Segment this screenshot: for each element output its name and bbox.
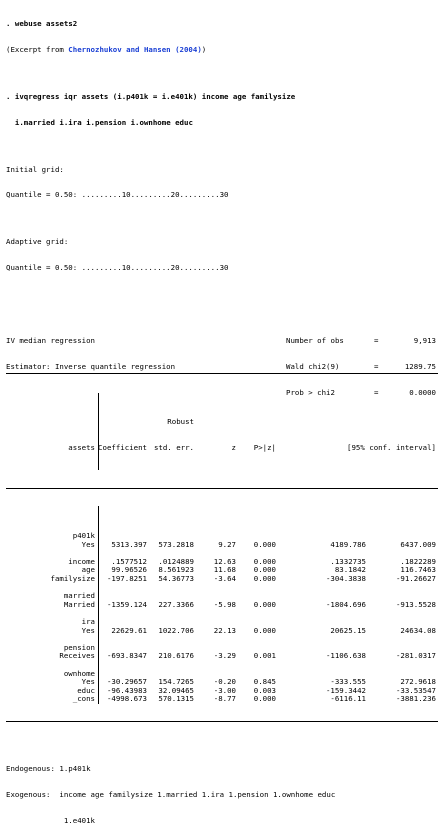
cell-z: -0.20 bbox=[213, 677, 236, 687]
cell-name: educ bbox=[77, 685, 95, 695]
cell-hi: -281.0317 bbox=[395, 651, 436, 661]
cell-se: 154.7265 bbox=[158, 677, 194, 687]
cell-name: Yes bbox=[81, 677, 95, 687]
cell-p: 0.000 bbox=[253, 625, 276, 635]
citation-link[interactable]: Chernozhukov and Hansen (2004) bbox=[68, 44, 202, 54]
cell-se: 573.2818 bbox=[158, 539, 194, 549]
cell-p: 0.000 bbox=[253, 556, 276, 566]
cell-hi: 116.7463 bbox=[400, 565, 436, 575]
table-header bbox=[6, 393, 438, 470]
cell-coef: 5313.397 bbox=[111, 539, 147, 549]
cell-name: income bbox=[68, 556, 95, 566]
initial-grid-label: Initial grid: bbox=[6, 164, 64, 174]
cell-lo: 83.1842 bbox=[334, 565, 366, 575]
stat-label: Prob > chi2 bbox=[286, 387, 335, 397]
adaptive-grid-label: Adaptive grid: bbox=[6, 237, 69, 247]
cell-coef: 22629.61 bbox=[111, 625, 147, 635]
cell-z: -3.64 bbox=[213, 574, 236, 584]
cell-name: familysize bbox=[50, 574, 95, 584]
header-z: z bbox=[231, 443, 236, 453]
table-row bbox=[6, 601, 438, 610]
model-stats: Number of obs = 9,913 Wald chi2(9) = 1289.75 Prob > chi2 = 0.0000 bbox=[286, 335, 436, 397]
table-bottom-rule bbox=[6, 721, 438, 722]
cell-p: 0.000 bbox=[253, 694, 276, 704]
cell-z: 11.68 bbox=[213, 565, 236, 575]
cell-se: .0124889 bbox=[158, 556, 194, 566]
header-se: std. err. bbox=[153, 443, 194, 453]
cell-name: pension bbox=[63, 642, 95, 652]
cell-name: ownhome bbox=[63, 668, 95, 678]
stat-value: 9,913 bbox=[413, 335, 436, 345]
header-depvar: assets bbox=[68, 443, 95, 453]
cell-p: 0.000 bbox=[253, 565, 276, 575]
table-header-rule bbox=[6, 488, 438, 489]
cell-hi: -913.5528 bbox=[395, 599, 436, 609]
header-robust: Robust bbox=[167, 417, 194, 427]
cell-z: 9.27 bbox=[218, 539, 236, 549]
cell-name: p401k bbox=[72, 531, 95, 541]
cell-se: 227.3366 bbox=[158, 599, 194, 609]
cell-coef: -693.8347 bbox=[106, 651, 147, 661]
stat-value: 0.0000 bbox=[409, 387, 436, 397]
cell-p: 0.003 bbox=[253, 685, 276, 695]
table-row bbox=[6, 541, 438, 550]
cell-p: 0.845 bbox=[253, 677, 276, 687]
cell-z: 12.63 bbox=[213, 556, 236, 566]
cell-name: ira bbox=[81, 616, 95, 626]
cell-coef: -197.8251 bbox=[106, 574, 147, 584]
cell-hi: 272.9618 bbox=[400, 677, 436, 687]
exogenous-line: Exogenous: income age familysize 1.married 1.ira 1.pension 1.ownhome educ bbox=[6, 789, 336, 799]
command-webuse: . webuse assets2 bbox=[6, 19, 78, 29]
header-p: P>|z| bbox=[253, 443, 276, 453]
cell-se: 570.1315 bbox=[158, 694, 194, 704]
cell-z: -3.00 bbox=[213, 685, 236, 695]
table-row bbox=[6, 627, 438, 636]
cell-name: age bbox=[81, 565, 95, 575]
cell-coef: -96.43983 bbox=[106, 685, 147, 695]
header-ci: [95% conf. interval] bbox=[347, 443, 436, 453]
header-coef: Coefficient bbox=[98, 443, 147, 453]
cell-hi: -33.53547 bbox=[395, 685, 436, 695]
cell-lo: -304.3838 bbox=[325, 574, 366, 584]
cell-p: 0.000 bbox=[253, 574, 276, 584]
endogenous-line: Endogenous: 1.p401k bbox=[6, 764, 91, 774]
cell-z: -3.29 bbox=[213, 651, 236, 661]
exogenous-line-cont: 1.e401k bbox=[63, 815, 96, 825]
cell-lo: -1804.696 bbox=[325, 599, 366, 609]
cell-lo: 4189.786 bbox=[330, 539, 366, 549]
stat-label: Wald chi2(9) bbox=[286, 361, 340, 371]
cell-coef: .1577512 bbox=[111, 556, 147, 566]
cell-lo: -333.555 bbox=[330, 677, 366, 687]
cell-hi: .1822289 bbox=[400, 556, 436, 566]
cell-z: 22.13 bbox=[213, 625, 236, 635]
cell-hi: -91.26627 bbox=[395, 574, 436, 584]
stata-output bbox=[6, 3, 440, 834]
cell-lo: -159.3442 bbox=[325, 685, 366, 695]
cell-lo: -1106.638 bbox=[325, 651, 366, 661]
cell-z: -5.98 bbox=[213, 599, 236, 609]
cell-name: Yes bbox=[81, 539, 95, 549]
stat-value: 1289.75 bbox=[404, 361, 436, 371]
cell-name: Yes bbox=[81, 625, 95, 635]
command-ivqregress-cont: i.married i.ira i.pension i.ownhome educ bbox=[14, 117, 193, 127]
cell-se: 32.09465 bbox=[158, 685, 194, 695]
cell-p: 0.001 bbox=[253, 651, 276, 661]
cell-se: 54.36773 bbox=[158, 574, 194, 584]
model-title: IV median regression bbox=[6, 335, 95, 345]
coefficient-table bbox=[6, 506, 438, 704]
table-row bbox=[6, 652, 438, 661]
initial-grid-progress: Quantile = 0.50: .........10.........20.........30 bbox=[6, 190, 229, 200]
cell-coef: -30.29657 bbox=[106, 677, 147, 687]
cell-name: _cons bbox=[72, 694, 95, 704]
cell-se: 8.561923 bbox=[158, 565, 194, 575]
cell-se: 210.6176 bbox=[158, 651, 194, 661]
estimator-title: Estimator: Inverse quantile regression bbox=[6, 361, 176, 371]
excerpt-note: (Excerpt from Chernozhukov and Hansen (2004)) bbox=[6, 44, 207, 54]
cell-name: married bbox=[63, 591, 95, 601]
table-row bbox=[6, 575, 438, 584]
command-ivqregress: . ivqregress iqr assets (i.p401k = i.e401k) income age familysize bbox=[6, 91, 296, 101]
table-row bbox=[6, 695, 438, 704]
cell-lo: 20625.15 bbox=[330, 625, 366, 635]
cell-hi: -3881.236 bbox=[395, 694, 436, 704]
cell-hi: 6437.009 bbox=[400, 539, 436, 549]
cell-coef: -1359.124 bbox=[106, 599, 147, 609]
cell-z: -8.77 bbox=[213, 694, 236, 704]
stat-label: Number of obs bbox=[286, 335, 344, 345]
cell-lo: -6116.11 bbox=[330, 694, 366, 704]
model-summary bbox=[6, 320, 438, 397]
adaptive-grid-progress: Quantile = 0.50: .........10.........20.........30 bbox=[6, 263, 229, 273]
cell-se: 1022.706 bbox=[158, 625, 194, 635]
table-row bbox=[6, 609, 438, 618]
cell-name: Married bbox=[63, 599, 95, 609]
cell-coef: 99.96526 bbox=[111, 565, 147, 575]
cell-coef: -4998.673 bbox=[106, 694, 147, 704]
cell-name: Receives bbox=[59, 651, 95, 661]
cell-lo: .1332735 bbox=[330, 556, 366, 566]
cell-hi: 24634.08 bbox=[400, 625, 436, 635]
cell-p: 0.000 bbox=[253, 599, 276, 609]
cell-p: 0.000 bbox=[253, 539, 276, 549]
